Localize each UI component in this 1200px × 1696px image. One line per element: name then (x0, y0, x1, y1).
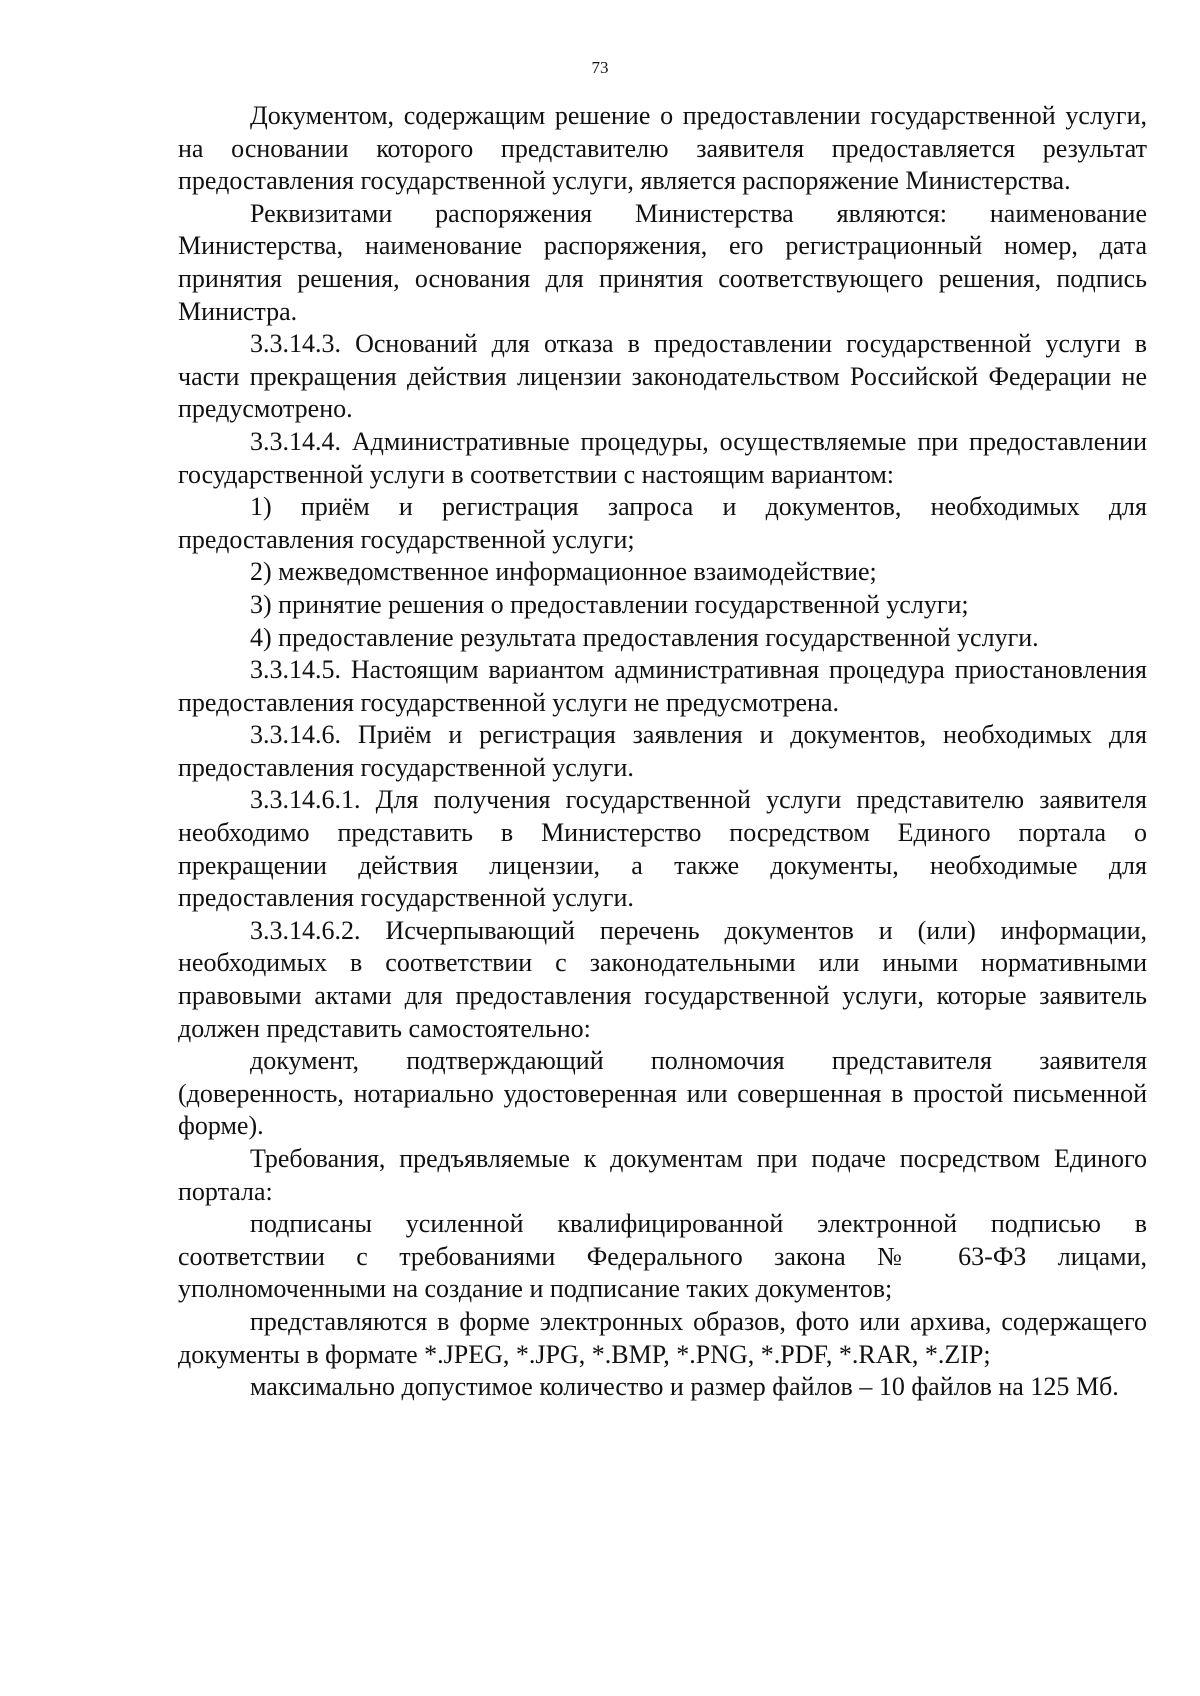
paragraph-requirements-intro: Требования, предъявляемые к документам при подаче посредством Единого портала: (178, 1144, 1147, 1206)
list-item-1: 1) приём и регистрация запроса и документов, необходимых для предоставления государственной услуги; (178, 492, 1147, 554)
paragraph-3-3-14-5: 3.3.14.5. Настоящим вариантом административная процедура приостановления предоставления государственной услуги не предусмотрена. (178, 655, 1147, 717)
document-body (178, 100, 1147, 1404)
paragraph-3-3-14-3: 3.3.14.3. Оснований для отказа в предоставлении государственной услуги в части прекращения действия лицензии законодательством Российской Федерации не предусмотрено. (178, 329, 1147, 424)
paragraph-result-document: Документом, содержащим решение о предоставлении государственной услуги, на основании которого представителю заявителя предоставляется результат предоставления государственной услуги, является распоряжение Министерства. (178, 101, 1147, 196)
list-item-2: 2) межведомственное информационное взаимодействие; (250, 557, 877, 587)
paragraph-3-3-14-6: 3.3.14.6. Приём и регистрация заявления и документов, необходимых для предоставления государственной услуги. (178, 720, 1147, 782)
paragraph-requirement-file-limits: максимально допустимое количество и размер файлов – 10 файлов на 125 Мб. (250, 1372, 1119, 1402)
list-item-3: 3) принятие решения о предоставлении государственной услуги; (250, 589, 969, 619)
paragraph-3-3-14-6-1: 3.3.14.6.1. Для получения государственной услуги представителю заявителя необходимо представить в Министерство посредством Единого портала о прекращении действия лицензии, а также документы, необходимые для предоставления государственной услуги. (178, 785, 1147, 913)
paragraph-requirement-signature: подписаны усиленной квалифицированной электронной подписью в соответствии с требованиями Федерального закона № 63-ФЗ лицами, уполномоченными на создание и подписание таких документов; (178, 1209, 1147, 1304)
paragraph-requirement-formats: представляются в форме электронных образов, фото или архива, содержащего документы в формате *.JPEG, *.JPG, *.BMP, *.PNG, *.PDF, *.RAR, *.ZIP; (178, 1306, 1147, 1369)
page-number: 73 (591, 58, 609, 77)
paragraph-3-3-14-4: 3.3.14.4. Административные процедуры, осуществляемые при предоставлении государственной услуги в соответствии с настоящим вариантом: (178, 426, 1147, 489)
list-item-4: 4) предоставление результата предоставления государственной услуги. (250, 622, 1039, 652)
paragraph-power-of-attorney: документ, подтверждающий полномочия представителя заявителя (доверенность, нотариально удостоверенная или совершенная в простой письменной форме). (178, 1046, 1147, 1141)
paragraph-order-details: Реквизитами распоряжения Министерства являются: наименование Министерства, наименование распоряжения, его регистрационный номер, дата принятия решения, основания для принятия соответствующего решения, подпись Министра. (178, 198, 1147, 326)
paragraph-3-3-14-6-2: 3.3.14.6.2. Исчерпывающий перечень документов и (или) информации, необходимых в соответствии с законодательными или иными нормативными правовыми актами для предоставления государственной услуги, которые заявитель должен представить самостоятельно: (178, 915, 1147, 1043)
